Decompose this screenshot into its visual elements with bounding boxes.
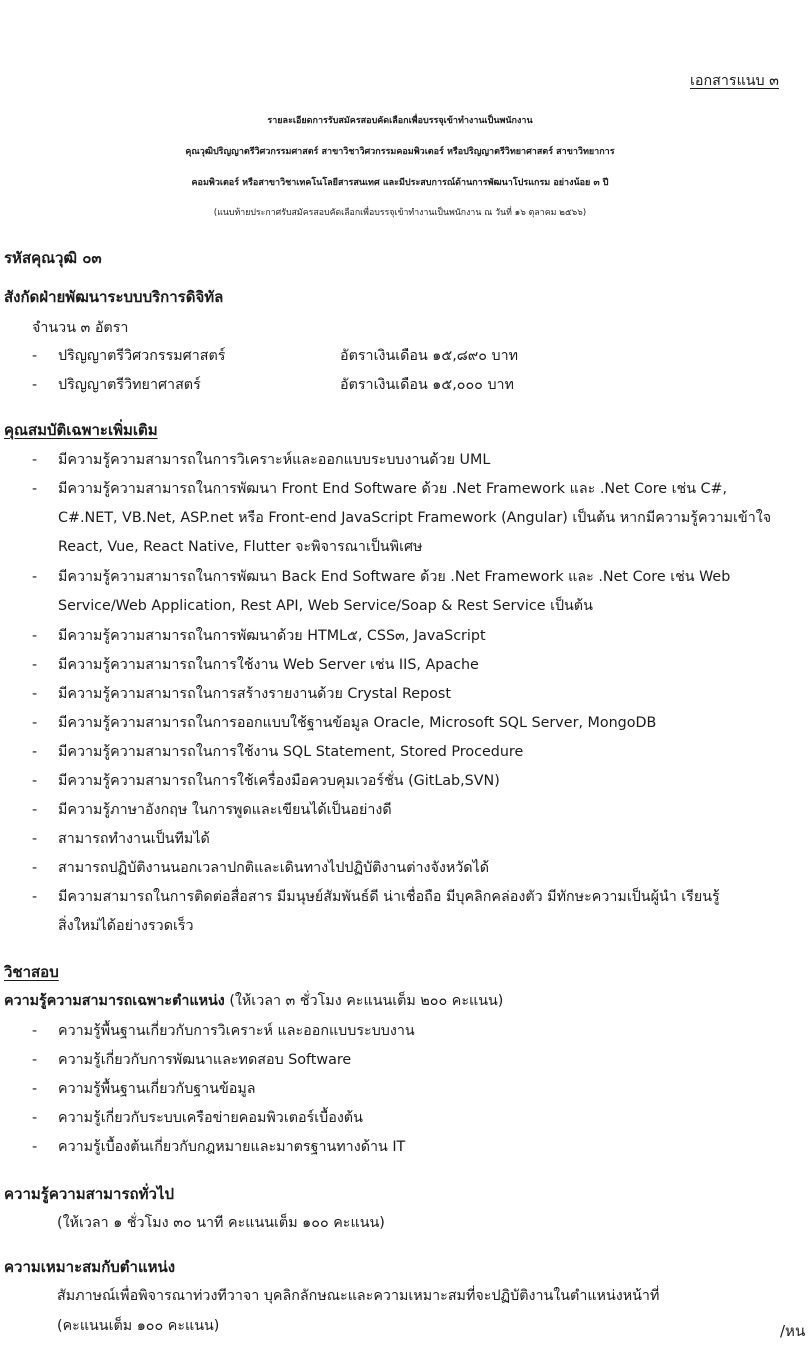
exam-heading: วิชาสอบ <box>4 963 59 981</box>
qualification-item: - สามารถปฏิบัติงานนอกเวลาปกติและเดินทางไปปฏิบัติงานต่างจังหวัดได้ <box>32 860 490 876</box>
department: สังกัดฝ่ายพัฒนาระบบบริการดิจิทัล <box>4 288 224 306</box>
exam-item: - ความรู้พื้นฐานเกี่ยวกับฐานข้อมูล <box>32 1081 256 1097</box>
qualification-item-continued: React, Vue, React Native, Flutter จะพิจารณาเป็นพิเศษ <box>58 539 423 555</box>
header-line-1: รายละเอียดการรับสมัครสอบคัดเลือกเพื่อบรรจุเข้าทำงานเป็นพนักงาน <box>267 116 533 126</box>
exam-item: - ความรู้พื้นฐานเกี่ยวกับการวิเคราะห์ และออกแบบระบบงาน <box>32 1023 415 1039</box>
qualification-item: - มีความรู้ความสามารถในการพัฒนา Front End Software ด้วย .Net Framework และ .Net Core เช่น C#, <box>32 481 728 497</box>
exam-specific-title-line <box>4 990 503 1012</box>
qualification-item-continued: C#.NET, VB.Net, ASP.net หรือ Front-end JavaScript Framework (Angular) เป็นต้น หากมีความรู้ความเข้าใจ <box>58 510 772 526</box>
salary-value: อัตราเงินเดือน ๑๕,๘๙๐ บาท <box>340 348 519 364</box>
suitability-title: ความเหมาะสมกับตำแหน่ง <box>4 1258 176 1276</box>
qualifications-heading: คุณสมบัติเฉพาะเพิ่มเติม <box>4 421 158 439</box>
header-line-4: (แนบท้ายประกาศรับสมัครสอบคัดเลือกเพื่อบรรจุเข้าทำงานเป็นพนักงาน ณ วันที่ ๑๖ ตุลาคม ๒๕๖๖) <box>213 208 587 218</box>
qualification-item: - มีความรู้ความสามารถในการพัฒนาด้วย HTML๕, CSS๓, JavaScript <box>32 628 486 644</box>
qualification-item: - มีความรู้ความสามารถในการใช้งาน Web Server เช่น IIS, Apache <box>32 657 479 673</box>
exam-general-title: ความรู้ความสามารถทั่วไป <box>4 1185 174 1203</box>
qualification-item: - มีความรู้ความสามารถในการพัฒนา Back End Software ด้วย .Net Framework และ .Net Core เช่น Web <box>32 569 731 585</box>
continuation-mark: /หน <box>780 1322 806 1340</box>
header-line-3: คอมพิวเตอร์ หรือสาขาวิชาเทคโนโลยีสารสนเทศ และมีประสบการณ์ด้านการพัฒนาโปรแกรม อย่างน้อย ๓ ปี <box>191 178 609 188</box>
qualification-item: - มีความรู้ความสามารถในการสร้างรายงานด้วย Crystal Repost <box>32 686 451 702</box>
suitability-line-2: (คะแนนเต็ม ๑๐๐ คะแนน) <box>57 1318 220 1334</box>
header-line-2: คุณวุฒิปริญญาตรีวิศวกรรมศาสตร์ สาขาวิชาวิศวกรรมคอมพิวเตอร์ หรือปริญญาตรีวิทยาศาสตร์ สาขาวิทยาการ <box>185 147 615 157</box>
qualification-item: - มีความรู้ความสามารถในการใช้เครื่องมือควบคุมเวอร์ชั่น (GitLab,SVN) <box>32 773 500 789</box>
exam-general-detail: (ให้เวลา ๑ ชั่วโมง ๓๐ นาที คะแนนเต็ม ๑๐๐ คะแนน) <box>57 1215 385 1231</box>
exam-specific-title: ความรู้ความสามารถเฉพาะตำแหน่ง <box>4 993 225 1009</box>
salary-row: - ปริญญาตรีวิศวกรรมศาสตร์ <box>32 348 226 364</box>
degree-name: ปริญญาตรีวิทยาศาสตร์ <box>58 377 201 393</box>
qualification-code: รหัสคุณวุฒิ ๐๓ <box>4 249 102 267</box>
exam-item: - ความรู้เกี่ยวกับการพัฒนาและทดสอบ Software <box>32 1052 352 1068</box>
attachment-label: เอกสารแนบ ๓ <box>690 73 779 89</box>
qualification-item-continued: สิ่งใหม่ได้อย่างรวดเร็ว <box>58 918 194 934</box>
qualification-item: - มีความรู้ความสามารถในการออกแบบใช้ฐานข้อมูล Oracle, Microsoft SQL Server, MongoDB <box>32 715 657 731</box>
qualification-item: - มีความรู้ความสามารถในการวิเคราะห์และออกแบบระบบงานด้วย UML <box>32 452 491 468</box>
qualification-item: - มีความรู้ภาษาอังกฤษ ในการพูดและเขียนได้เป็นอย่างดี <box>32 802 392 818</box>
qualification-item: - สามารถทำงานเป็นทีมได้ <box>32 831 210 847</box>
qualification-item: - มีความสามารถในการติดต่อสื่อสาร มีมนุษย์สัมพันธ์ดี น่าเชื่อถือ มีบุคลิกคล่องตัว มีทักษะความเป็นผู้นำ เรียนรู้ <box>32 889 720 905</box>
quota: จำนวน ๓ อัตรา <box>32 320 129 336</box>
exam-specific-detail: (ให้เวลา ๓ ชั่วโมง คะแนนเต็ม ๒๐๐ คะแนน) <box>229 993 504 1009</box>
salary-row: - ปริญญาตรีวิทยาศาสตร์ <box>32 377 201 393</box>
salary-value: อัตราเงินเดือน ๑๕,๐๐๐ บาท <box>340 377 514 393</box>
exam-item: - ความรู้เกี่ยวกับระบบเครือข่ายคอมพิวเตอร์เบื้องต้น <box>32 1110 363 1126</box>
suitability-line-1: สัมภาษณ์เพื่อพิจารณาท่วงทีวาจา บุคลิกลักษณะและความเหมาะสมที่จะปฏิบัติงานในตำแหน่งหน้าที่ <box>57 1288 660 1304</box>
degree-name: ปริญญาตรีวิศวกรรมศาสตร์ <box>58 348 226 364</box>
exam-item: - ความรู้เบื้องต้นเกี่ยวกับกฎหมายและมาตรฐานทางด้าน IT <box>32 1139 406 1155</box>
qualification-item: - มีความรู้ความสามารถในการใช้งาน SQL Statement, Stored Procedure <box>32 744 524 760</box>
qualification-item-continued: Service/Web Application, Rest API, Web Service/Soap & Rest Service เป็นต้น <box>58 598 593 614</box>
